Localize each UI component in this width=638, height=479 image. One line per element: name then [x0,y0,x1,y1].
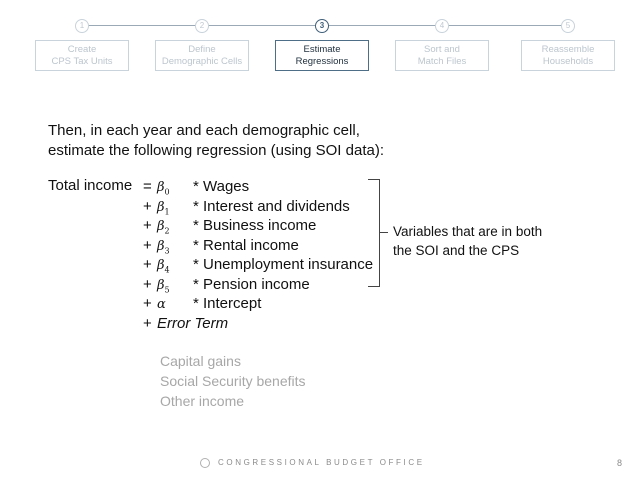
equation-row [143,197,350,217]
equation-lhs: Total income [48,177,133,194]
step-label: Sort and Match Files [417,43,467,67]
step-label: Estimate Regressions [295,43,349,67]
operator: + [143,217,152,234]
coefficient-subscript: 2 [164,226,170,236]
coefficient-symbol: α [157,297,166,312]
bracket-tick [380,232,388,233]
equation-row [143,294,261,314]
excluded-variables [160,351,306,411]
excluded-item: Other income [160,393,245,409]
coefficient-subscript: 5 [164,285,170,295]
side-note-line-2: the SOI and the CPS [393,243,520,258]
step-number: 4 [435,19,449,33]
intro-line-1: Then, in each year and each demographic cell, [48,122,360,139]
cbo-logo-icon [200,458,210,468]
variable-term: * Wages [193,178,250,195]
coefficient-symbol: β [157,258,165,273]
operator: + [143,295,152,312]
step-label: Define Demographic Cells [161,43,243,67]
side-note-line-1: Variables that are in both [393,224,543,239]
variable-term: * Intercept [193,295,262,312]
equation-row [143,177,249,197]
coefficient-subscript: 1 [164,207,170,217]
step-box [521,40,615,71]
coefficient-symbol: β [157,180,165,195]
step-box [35,40,129,71]
step-label: Reassemble Households [541,43,595,67]
coefficient-symbol: β [157,219,165,234]
step-number: 1 [75,19,89,33]
excluded-item: Social Security benefits [160,373,306,389]
variable-term: * Rental income [193,236,299,254]
coefficient-subscript: 4 [164,265,170,275]
step-box [275,40,369,71]
variable-term: * Pension income [193,275,310,293]
footer-org: CONGRESSIONAL BUDGET OFFICE [218,458,425,468]
step-number: 2 [195,19,209,33]
equation-row [143,236,299,256]
excluded-item: Capital gains [160,353,241,369]
coefficient-subscript: 0 [164,187,170,197]
step-label: Create CPS Tax Units [51,43,113,67]
operator: + [143,236,152,254]
intro-text [48,121,384,161]
variable-term: * Interest and dividends [193,197,350,215]
equation-row [143,216,316,236]
step-box [155,40,249,71]
equation-row [143,255,373,275]
coefficient-symbol: β [157,199,165,215]
equation-row [143,275,310,295]
footer [200,458,425,468]
variable-term: * Business income [193,217,317,234]
operator: + [143,197,152,215]
step-number: 5 [561,19,575,33]
step-number: 3 [315,19,329,33]
operator: = [143,178,152,195]
operator: + [143,256,152,273]
coefficient-symbol: β [157,238,165,254]
operator: + [143,275,152,293]
error-operator: + [143,314,152,332]
page-number: 8 [617,458,623,468]
coefficient-symbol: β [157,277,165,293]
variable-term: * Unemployment insurance [193,256,374,273]
step-box [395,40,489,71]
shared-variables-note [393,222,542,260]
error-term: Error Term [157,314,229,332]
bracket [368,179,380,287]
equation-error-row [143,314,228,334]
coefficient-subscript: 3 [164,246,170,256]
intro-line-2: estimate the following regression (using SOI data): [48,142,384,159]
